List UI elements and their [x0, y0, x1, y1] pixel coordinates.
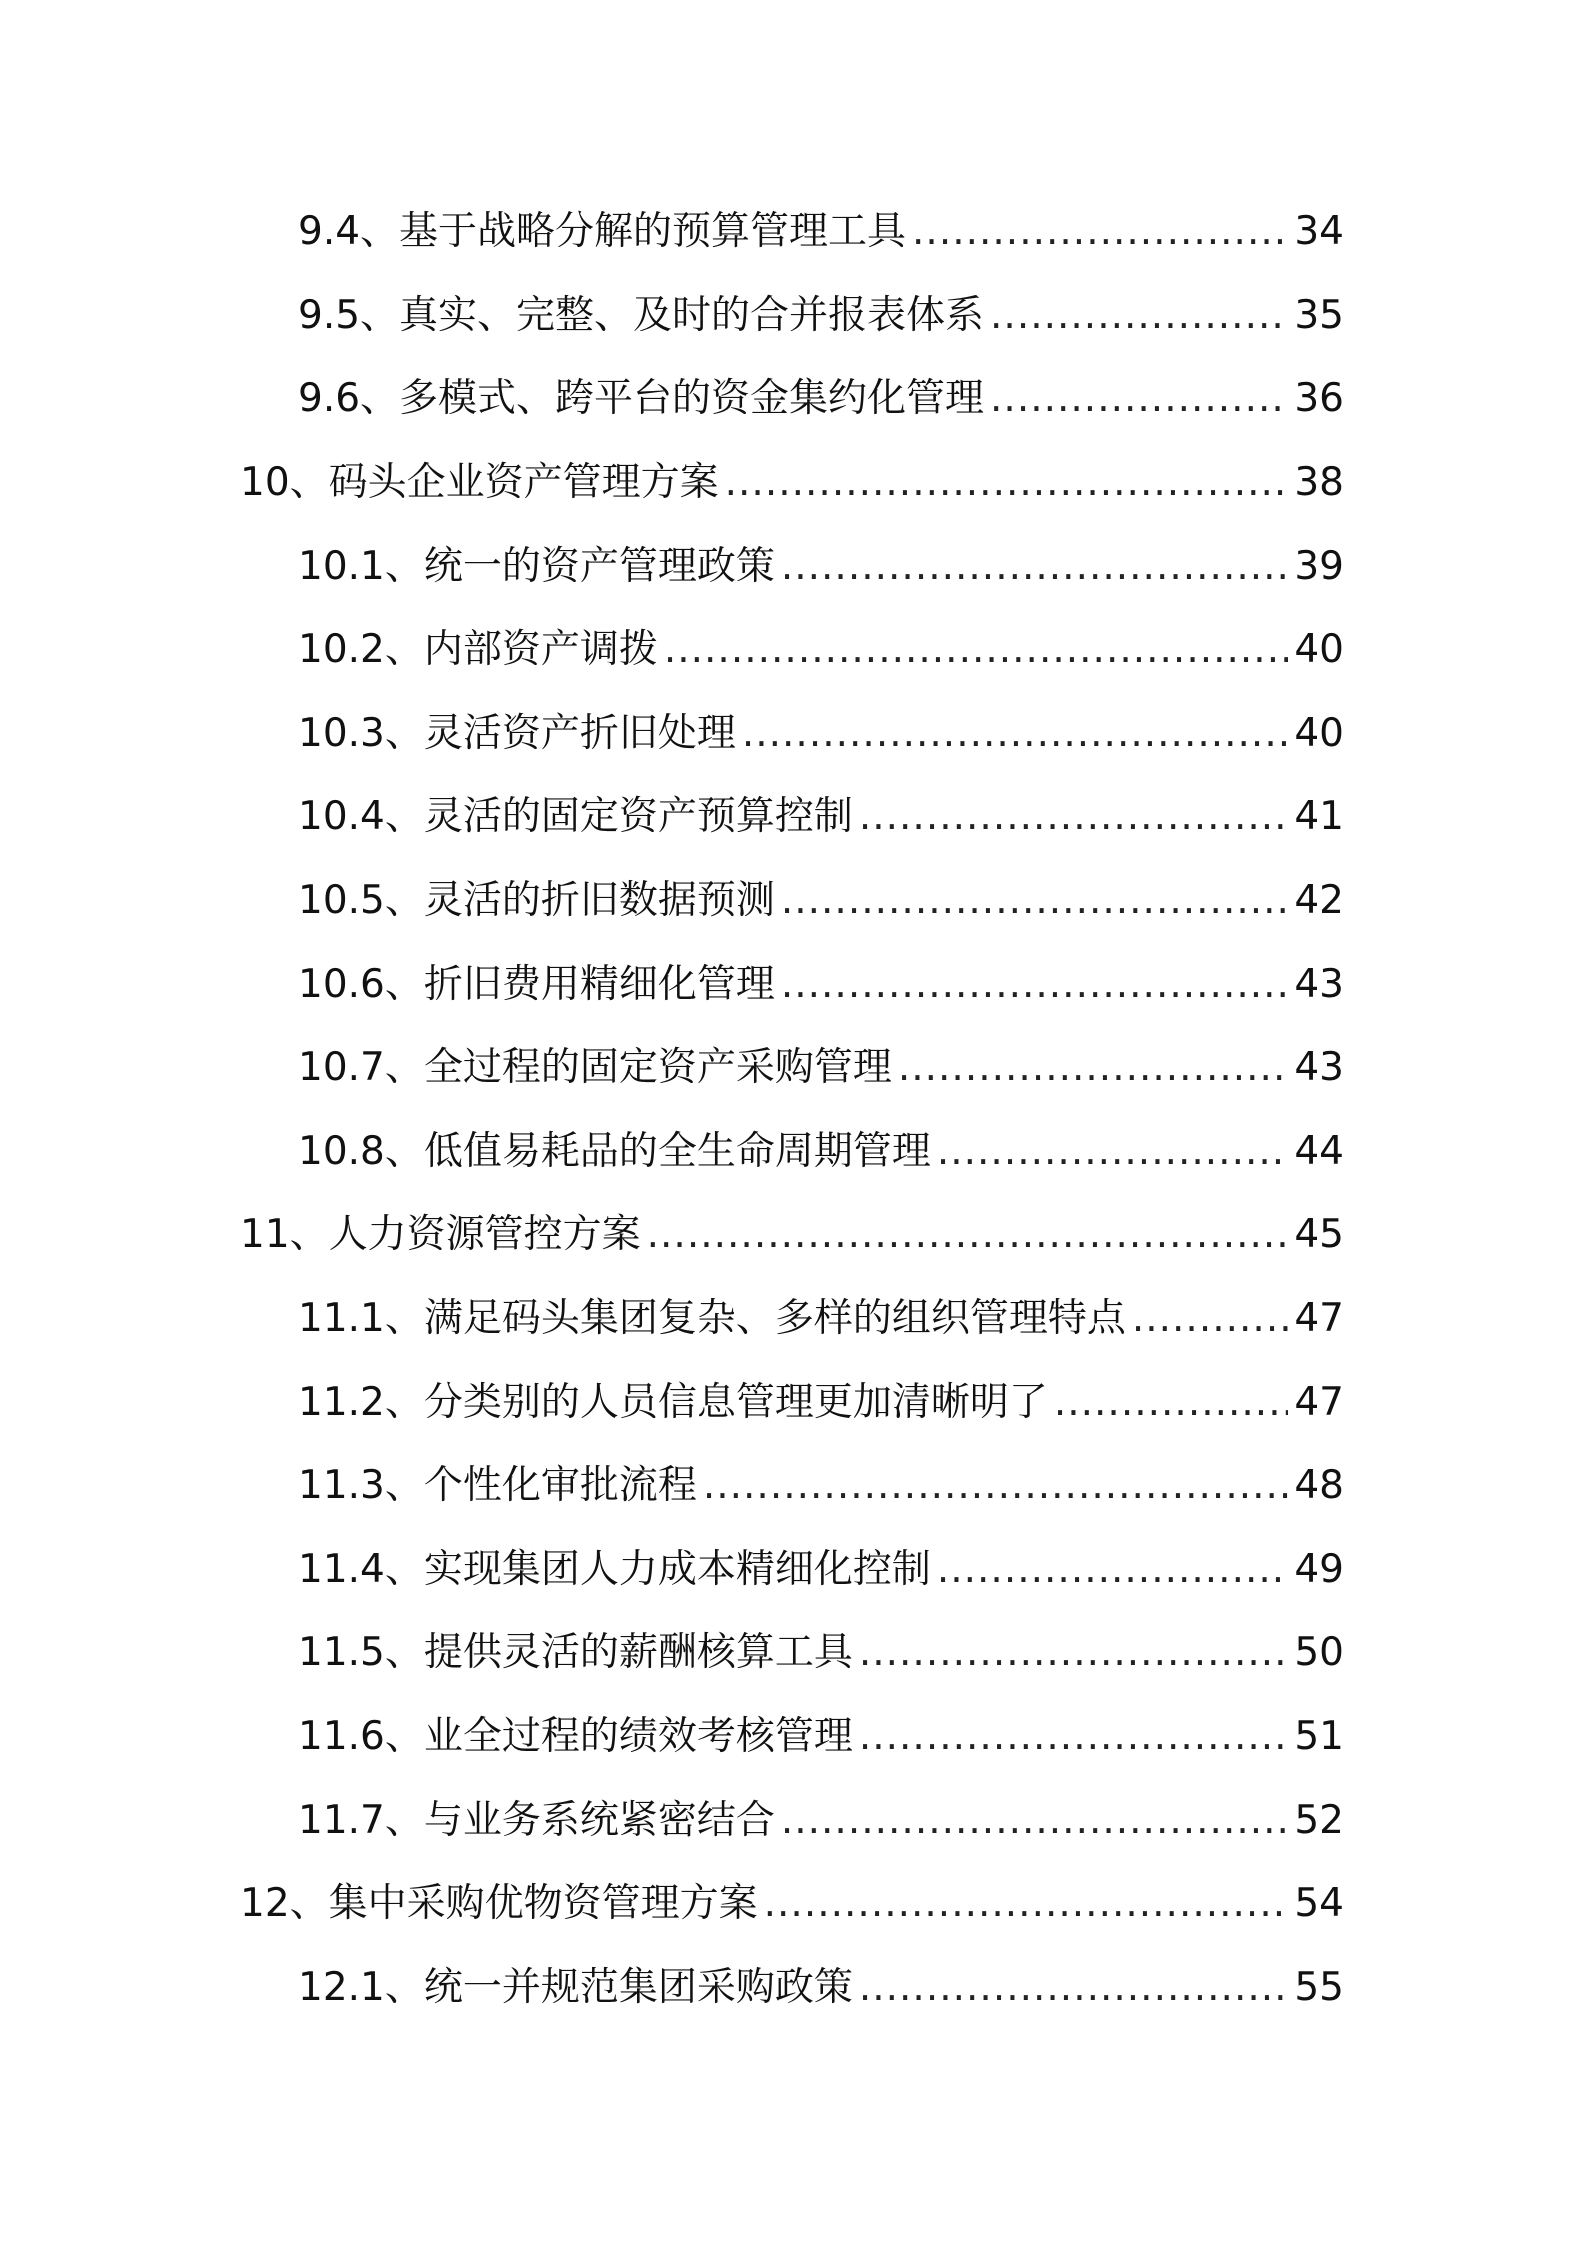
toc-entry-title: 11.3、个性化审批流程 [298, 1463, 697, 1509]
toc-leader-dots [898, 1048, 1289, 1087]
toc-entry-title: 10.2、内部资产调拨 [298, 627, 658, 673]
toc-entry-page: 36 [1294, 376, 1344, 422]
toc-entry-page: 51 [1294, 1713, 1344, 1759]
toc-entry-page: 47 [1294, 1379, 1344, 1425]
toc-leader-dots [937, 1132, 1289, 1171]
toc-entry-page: 47 [1294, 1296, 1344, 1342]
toc-entry[interactable] [0, 942, 1586, 1026]
toc-entry[interactable] [0, 1110, 1586, 1194]
toc-entry-page: 55 [1294, 1964, 1344, 2010]
table-of-contents [0, 190, 1586, 2029]
toc-entry[interactable] [0, 1778, 1586, 1862]
toc-entry-title: 10.1、统一的资产管理政策 [298, 543, 775, 589]
toc-leader-dots [990, 296, 1288, 335]
toc-entry[interactable] [0, 1528, 1586, 1612]
toc-entry-title: 11、人力资源管控方案 [240, 1212, 641, 1258]
toc-entry[interactable] [0, 1695, 1586, 1779]
toc-entry-title: 11.6、业全过程的绩效考核管理 [298, 1713, 853, 1759]
toc-entry-title: 10.3、灵活资产折旧处理 [298, 710, 736, 756]
toc-entry-title: 11.2、分类别的人员信息管理更加清晰明了 [298, 1379, 1048, 1425]
toc-entry-page: 54 [1294, 1881, 1344, 1927]
toc-entry-page: 49 [1294, 1546, 1344, 1592]
toc-entry-page: 39 [1294, 543, 1344, 589]
toc-leader-dots [859, 1633, 1289, 1672]
toc-entry[interactable] [0, 357, 1586, 441]
toc-entry-page: 43 [1294, 961, 1344, 1007]
toc-leader-dots [1132, 1299, 1289, 1338]
toc-entry[interactable] [0, 1862, 1586, 1946]
toc-leader-dots [990, 379, 1288, 418]
toc-entry[interactable] [0, 775, 1586, 859]
toc-entry-title: 10.5、灵活的折旧数据预测 [298, 878, 775, 924]
toc-leader-dots [859, 1968, 1289, 2007]
toc-leader-dots [912, 212, 1288, 251]
toc-entry-title: 10、码头企业资产管理方案 [240, 460, 719, 506]
toc-entry-title: 11.1、满足码头集团复杂、多样的组织管理特点 [298, 1296, 1126, 1342]
toc-entry-page: 40 [1294, 627, 1344, 673]
toc-leader-dots [781, 965, 1289, 1004]
toc-leader-dots [647, 1215, 1289, 1254]
toc-entry-page: 45 [1294, 1212, 1344, 1258]
toc-entry[interactable] [0, 441, 1586, 525]
toc-leader-dots [742, 714, 1289, 753]
toc-entry-page: 40 [1294, 710, 1344, 756]
toc-entry[interactable] [0, 1193, 1586, 1277]
toc-entry-page: 43 [1294, 1045, 1344, 1091]
toc-entry[interactable] [0, 859, 1586, 943]
toc-leader-dots [781, 881, 1289, 920]
toc-entry[interactable] [0, 1945, 1586, 2029]
toc-entry[interactable] [0, 1277, 1586, 1361]
toc-entry[interactable] [0, 274, 1586, 358]
toc-entry-title: 11.4、实现集团人力成本精细化控制 [298, 1546, 931, 1592]
toc-entry-title: 10.6、折旧费用精细化管理 [298, 961, 775, 1007]
toc-leader-dots [725, 463, 1289, 502]
toc-leader-dots [781, 547, 1289, 586]
toc-entry-page: 48 [1294, 1463, 1344, 1509]
toc-entry[interactable] [0, 1444, 1586, 1528]
toc-entry[interactable] [0, 1611, 1586, 1695]
toc-entry-title: 10.8、低值易耗品的全生命周期管理 [298, 1128, 931, 1174]
toc-entry-title: 11.7、与业务系统紧密结合 [298, 1797, 775, 1843]
toc-entry-title: 11.5、提供灵活的薪酬核算工具 [298, 1630, 853, 1676]
toc-leader-dots [781, 1801, 1289, 1840]
toc-entry[interactable] [0, 524, 1586, 608]
toc-leader-dots [764, 1884, 1289, 1923]
toc-entry-title: 12、集中采购优物资管理方案 [240, 1881, 758, 1927]
toc-entry[interactable] [0, 608, 1586, 692]
toc-entry[interactable] [0, 692, 1586, 776]
toc-entry-title: 12.1、统一并规范集团采购政策 [298, 1964, 853, 2010]
toc-entry-page: 44 [1294, 1128, 1344, 1174]
toc-entry-page: 52 [1294, 1797, 1344, 1843]
toc-leader-dots [664, 630, 1289, 669]
toc-entry-page: 38 [1294, 460, 1344, 506]
toc-entry-title: 9.5、真实、完整、及时的合并报表体系 [298, 292, 985, 338]
toc-entry-page: 41 [1294, 794, 1344, 840]
toc-entry-page: 34 [1294, 209, 1344, 255]
toc-entry[interactable] [0, 1026, 1586, 1110]
toc-leader-dots [859, 1717, 1289, 1756]
toc-entry[interactable] [0, 1360, 1586, 1444]
toc-leader-dots [937, 1550, 1289, 1589]
toc-leader-dots [703, 1466, 1289, 1505]
toc-entry-page: 42 [1294, 878, 1344, 924]
toc-entry-title: 10.7、全过程的固定资产采购管理 [298, 1045, 892, 1091]
toc-leader-dots [859, 797, 1289, 836]
toc-leader-dots [1054, 1383, 1289, 1422]
toc-entry-page: 50 [1294, 1630, 1344, 1676]
toc-entry[interactable] [0, 190, 1586, 274]
toc-entry-title: 10.4、灵活的固定资产预算控制 [298, 794, 853, 840]
toc-entry-title: 9.4、基于战略分解的预算管理工具 [298, 209, 907, 255]
toc-entry-title: 9.6、多模式、跨平台的资金集约化管理 [298, 376, 985, 422]
toc-entry-page: 35 [1294, 292, 1344, 338]
